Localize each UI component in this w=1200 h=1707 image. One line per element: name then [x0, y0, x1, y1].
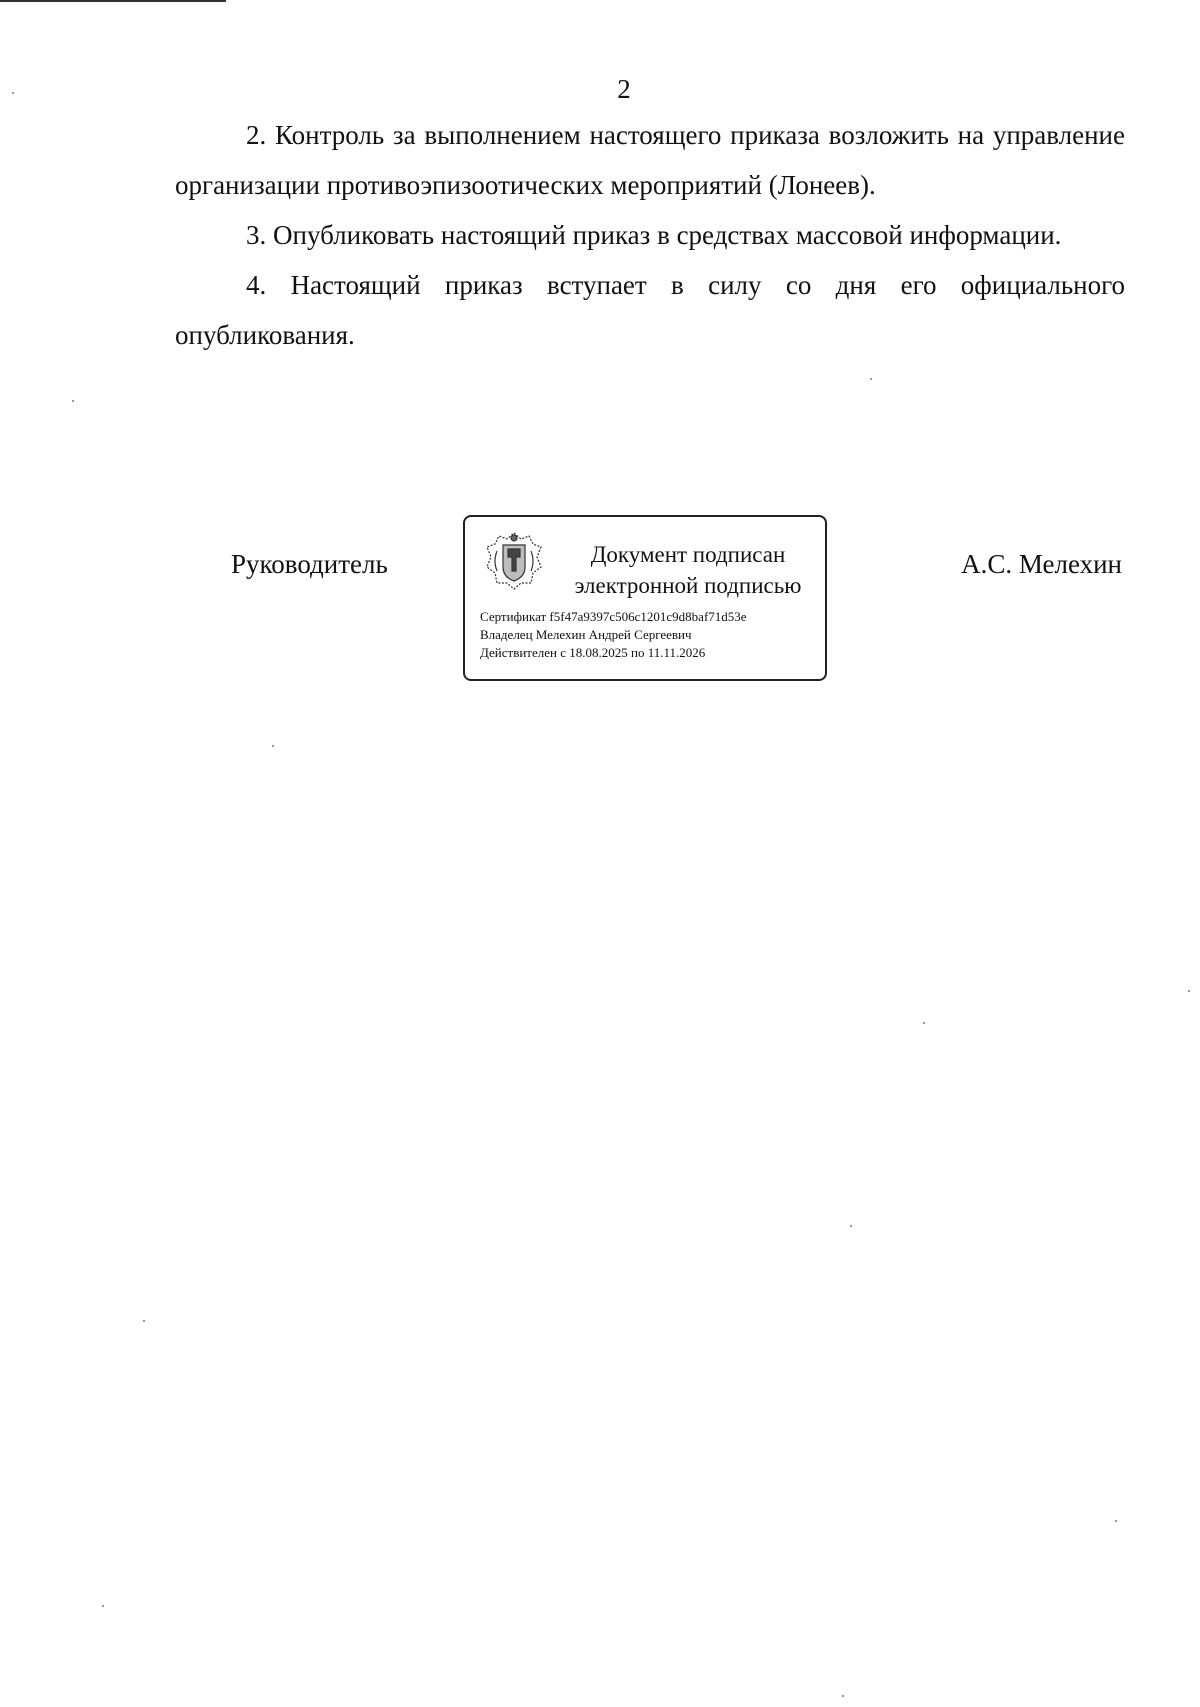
page-number: 2	[617, 74, 631, 104]
scan-speck	[850, 1225, 852, 1227]
stamp-validity: Действителен с 18.08.2025 по 11.11.2026	[480, 645, 706, 660]
signer-name: А.С. Мелехин	[961, 549, 1122, 579]
paragraph-2: 2. Контроль за выполнением настоящего приказа возложить на управление организации противоэпизоотических мероприятий (Лонеев).	[175, 120, 1125, 200]
coat-of-arms-icon	[481, 527, 547, 593]
paragraph-3: 3. Опубликовать настоящий приказ в средствах массовой информации.	[246, 220, 1062, 250]
scan-speck	[12, 92, 14, 94]
scan-edge-mark	[0, 0, 226, 2]
scan-speck	[102, 1605, 104, 1607]
order-body	[175, 110, 1125, 360]
stamp-details	[480, 608, 820, 662]
signer-position: Руководитель	[231, 549, 388, 579]
scan-speck	[1115, 1520, 1117, 1522]
scan-speck	[272, 745, 274, 747]
stamp-heading-line1: Документ подписан	[590, 542, 786, 567]
stamp-heading	[557, 539, 819, 601]
paragraph-4: 4. Настоящий приказ вступает в силу со дня его официального опубликования.	[175, 270, 1125, 350]
electronic-signature-stamp	[463, 515, 827, 681]
scan-speck	[72, 400, 74, 402]
scan-speck	[842, 1695, 844, 1697]
stamp-certificate: Сертификат f5f47a9397c506c1201c9d8baf71d53e	[480, 609, 747, 624]
stamp-heading-line2: электронной подписью	[574, 573, 802, 598]
scan-speck	[1188, 990, 1190, 992]
scan-speck	[870, 378, 872, 380]
stamp-owner: Владелец Мелехин Андрей Сергеевич	[480, 627, 692, 642]
scan-speck	[143, 1320, 145, 1322]
scan-speck	[923, 1022, 925, 1024]
